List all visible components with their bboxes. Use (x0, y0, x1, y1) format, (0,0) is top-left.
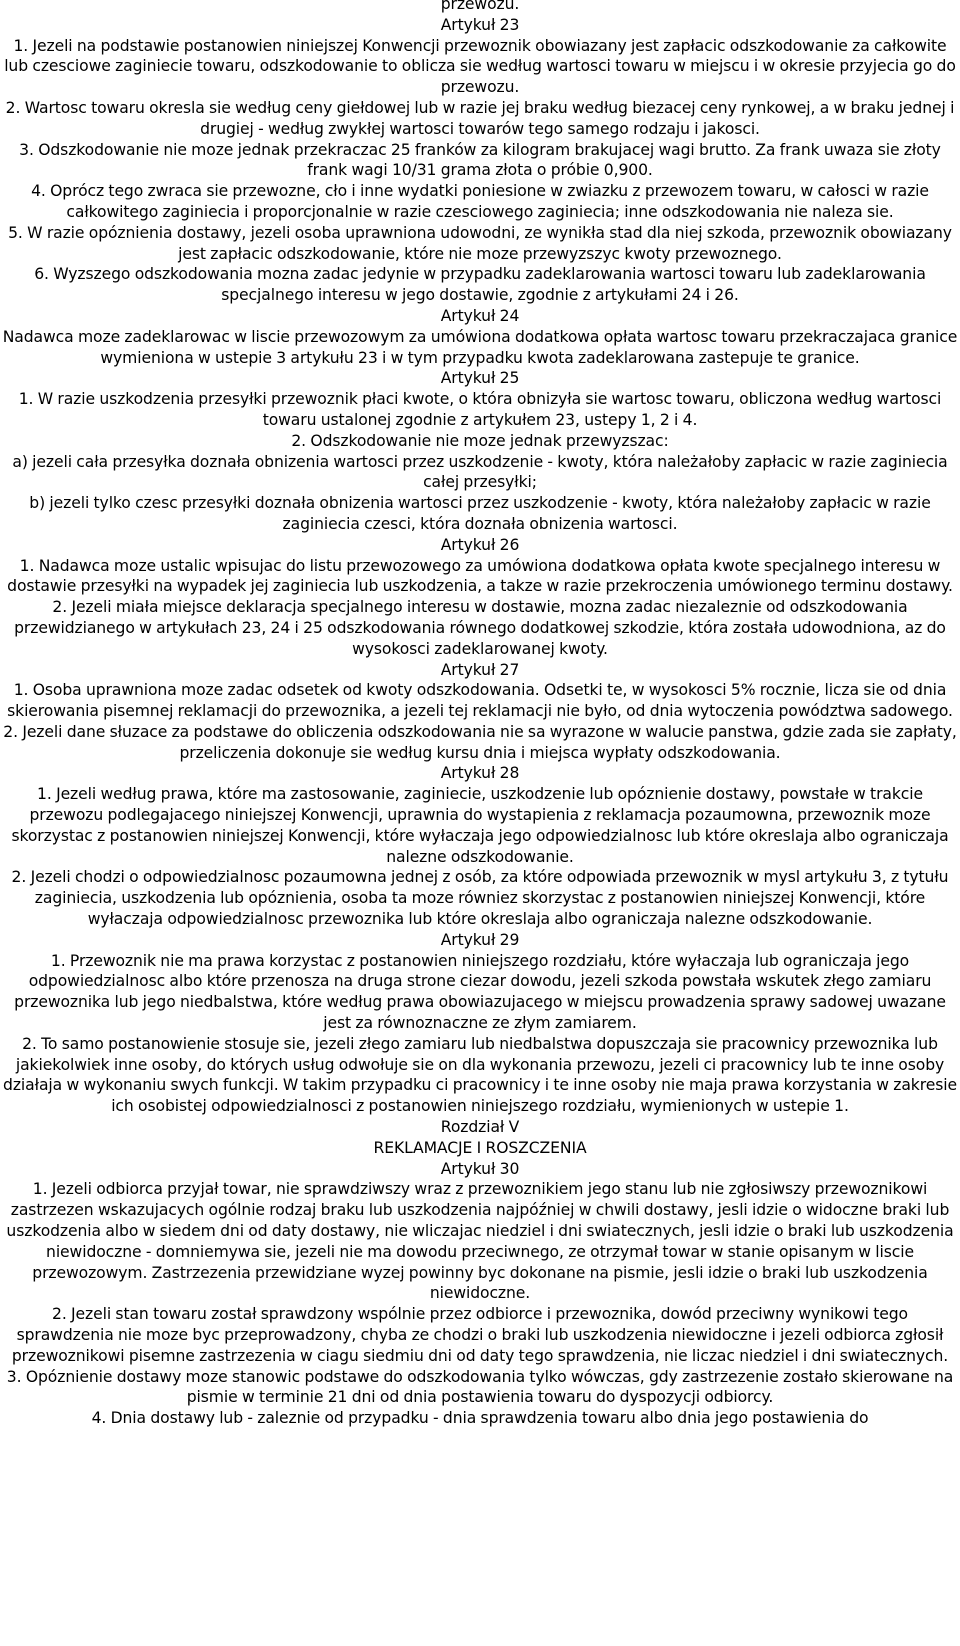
paragraph: 2. To samo postanowienie stosuje sie, jezeli złego zamiaru lub niedbalstwa dopuszczaja sie pracownicy przewoznika lub jakiekolwiek inne osoby, do których usług odwołuje sie on dla wykonania przewozu, jezeli ci pracownicy lub te inne osoby działaja w wykonaniu swych funkcji. W takim przypadku ci pracownicy i te inne osoby nie maja prawa korzystania w zakresie ich osobistej odpowiedzialnosci z postanowien niniejszego rozdziału, wymienionych w ustepie 1. (3, 1034, 957, 1116)
paragraph: 1. Przewoznik nie ma prawa korzystac z postanowien niniejszego rozdziału, które wyłaczaja lub ograniczaja jego odpowiedzialnosc albo które przenosza na druga strone ciezar dowodu, jezeli szkoda powstała wskutek złego zamiaru przewoznika lub jego niedbalstwa, które według prawa obowiazujacego w miejscu prowadzenia sprawy sadowej uwazane jest za równoznaczne ze złym zamiarem. (14, 951, 946, 1033)
paragraph: a) jezeli cała przesyłka doznała obnizenia wartosci przez uszkodzenie - kwoty, która należałoby zapłacic w razie zaginiecia całej przesyłki; (12, 452, 948, 492)
article-heading: Artykuł 28 (440, 764, 520, 783)
paragraph: 1. Nadawca moze ustalic wpisujac do listu przewozowego za umówiona dodatkowa opłata kwote specjalnego interesu w dostawie przesyłki na wypadek jej zaginiecia lub uszkodzenia, a takze w razie przekroczenia umówionego terminu dostawy. (7, 556, 953, 596)
paragraph: 2. Jezeli chodzi o odpowiedzialnosc pozaumowna jednej z osób, za które odpowiada przewoznik w mysl artykułu 3, z tytułu zaginiecia, uszkodzenia lub opóznienia, osoba ta moze równiez skorzystac z postanowien niniejszej Konwencji, które wyłaczaja odpowiedzialnosc przewoznika lub które okreslaja albo ograniczaja nalezne odszkodowanie. (11, 868, 949, 929)
paragraph: 1. W razie uszkodzenia przesyłki przewoznik płaci kwote, o która obnizyła sie wartosc towaru, obliczona według wartosci towaru ustalonej zgodnie z artykułem 23, ustepy 1, 2 i 4. (18, 390, 942, 429)
paragraph: 2. Wartosc towaru okresla sie według ceny giełdowej lub w razie jej braku według biezacej ceny rynkowej, a w braku jednej i drugiej - według zwykłej wartosci towarów tego samego rodzaju i jakosci. (5, 98, 955, 138)
article-heading: Artykuł 25 (440, 369, 520, 388)
paragraph: 2. Jezeli dane słuzace za podstawe do obliczenia odszkodowania nie sa wyrazone w walucie panstwa, gdzie zada sie zapłaty, przeliczenia dokonuje sie według kursu dnia i miejsca wypłaty odszkodowania. (3, 722, 957, 762)
paragraph: 3. Odszkodowanie nie moze jednak przekraczac 25 franków za kilogram brakujacej wagi brutto. Za frank uwaza sie złoty frank wagi 10/31 grama złota o próbie 0,900. (19, 140, 941, 180)
paragraph: 4. Dnia dostawy lub - zaleznie od przypadku - dnia sprawdzenia towaru albo dnia jego postawienia do (91, 1409, 869, 1428)
article-heading: Artykuł 26 (440, 535, 520, 554)
paragraph: Nadawca moze zadeklarowac w liscie przewozowym za umówiona dodatkowa opłata wartosc towaru przekraczajaca granice wymieniona w ustepie 3 artykułu 23 i w tym przypadku kwota zadeklarowana zastepuje te granice. (2, 327, 958, 367)
paragraph: 2. Odszkodowanie nie moze jednak przewyzszac: (291, 431, 669, 450)
paragraph: 4. Oprócz tego zwraca sie przewozne, cło i inne wydatki poniesione w zwiazku z przewozem towaru, w całosci w razie całkowitego zaginiecia i proporcjonalnie w razie czesciowego zaginiecia; inne odszkodowania nie naleza sie. (31, 182, 929, 221)
article-heading: Artykuł 30 (440, 1159, 520, 1178)
paragraph: 1. Jezeli według prawa, które ma zastosowanie, zaginiecie, uszkodzenie lub opóznienie dostawy, powstałe w trakcie przewozu podlegajacego niniejszej Konwencji, uprawnia do wystapienia z reklamacja pozaumowna, przewoznik moze skorzystac z postanowien niniejszej Konwencji, które wyłaczaja jego odpowiedzialnosc lub które okreslaja albo ograniczaja nalezne odszkodowanie. (11, 785, 949, 866)
paragraph: 5. W razie opóznienia dostawy, jezeli osoba uprawniona udowodni, ze wynikła stad dla niej szkoda, przewoznik obowiazany jest zapłacic odszkodowanie, które nie moze przewyzszyc kwoty przewoznego. (8, 223, 952, 263)
paragraph: 1. Osoba uprawniona moze zadac odsetek od kwoty odszkodowania. Odsetki te, w wysokosci 5% rocznie, licza sie od dnia skierowania pisemnej reklamacji do przewoznika, a jezeli tej reklamacji nie było, od dnia wytoczenia powództwa sadowego. (7, 681, 953, 721)
paragraph: 1. Jezeli odbiorca przyjał towar, nie sprawdziwszy wraz z przewoznikiem jego stanu lub nie zgłosiwszy przewoznikowi zastrzezen wskazujacych ogólnie rodzaj braku lub uszkodzenia najpóźniej w chwili dostawy, jesli idzie o widoczne braki lub uszkodzenia albo w siedem dni od daty dostawy, nie wliczajac niedziel i dni swiatecznych, jesli idzie o braki lub uszkodzenia niewidoczne - domniemywa sie, jezeli nie ma dowodu przeciwnego, ze otrzymał towar w stanie opisanym w liscie przewozowym. Zastrzezenia przewidziane wyzej powinny byc dokonane na pismie, jesli idzie o braki lub uszkodzenia niewidoczne. (6, 1180, 954, 1303)
article-heading: Artykuł 23 (440, 15, 520, 34)
article-heading: Artykuł 27 (440, 660, 520, 679)
text-line: przewozu. (440, 0, 520, 13)
article-heading: Artykuł 29 (440, 930, 520, 949)
paragraph: 2. Jezeli stan towaru został sprawdzony wspólnie przez odbiorce i przewoznika, dowód przeciwny wynikowi tego sprawdzenia nie moze byc przeprowadzony, chyba ze chodzi o braki lub uszkodzenia niewidoczne i jezeli odbiorca zgłosił przewoznikowi pisemne zastrzezenia w ciagu siedmiu dni od daty tego sprawdzenia, nie liczac niedziel i dni swiatecznych. (11, 1305, 949, 1365)
paragraph: b) jezeli tylko czesc przesyłki doznała obnizenia wartosci przez uszkodzenie - kwoty, która należałoby zapłacic w razie zaginiecia czesci, która doznała obnizenia wartosci. (29, 494, 931, 533)
article-heading: Artykuł 24 (440, 306, 520, 325)
chapter-heading: Rozdział V (440, 1118, 520, 1137)
paragraph: 6. Wyzszego odszkodowania mozna zadac jedynie w przypadku zadeklarowania wartosci towaru lub zadeklarowania specjalnego interesu w jego dostawie, zgodnie z artykułami 24 i 26. (34, 265, 926, 305)
paragraph: 2. Jezeli miała miejsce deklaracja specjalnego interesu w dostawie, mozna zadac niezaleznie od odszkodowania przewidzianego w artykułach 23, 24 i 25 odszkodowania równego dodatkowej szkodzie, która została udowodniona, az do wysokosci zadeklarowanej kwoty. (14, 598, 946, 658)
paragraph: 1. Jezeli na podstawie postanowien niniejszej Konwencji przewoznik obowiazany jest zapłacic odszkodowanie za całkowite lub czesciowe zaginiecie towaru, odszkodowanie to oblicza sie według wartosci towaru w miejscu i w okresie przyjecia go do przewozu. (4, 36, 956, 97)
chapter-title: REKLAMACJE I ROSZCZENIA (373, 1138, 587, 1157)
paragraph: 3. Opóznienie dostawy moze stanowic podstawe do odszkodowania tylko wówczas, gdy zastrzezenie zostało skierowane na pismie w terminie 21 dni od dnia postawienia towaru do dyspozycji odbiorcy. (6, 1367, 954, 1407)
